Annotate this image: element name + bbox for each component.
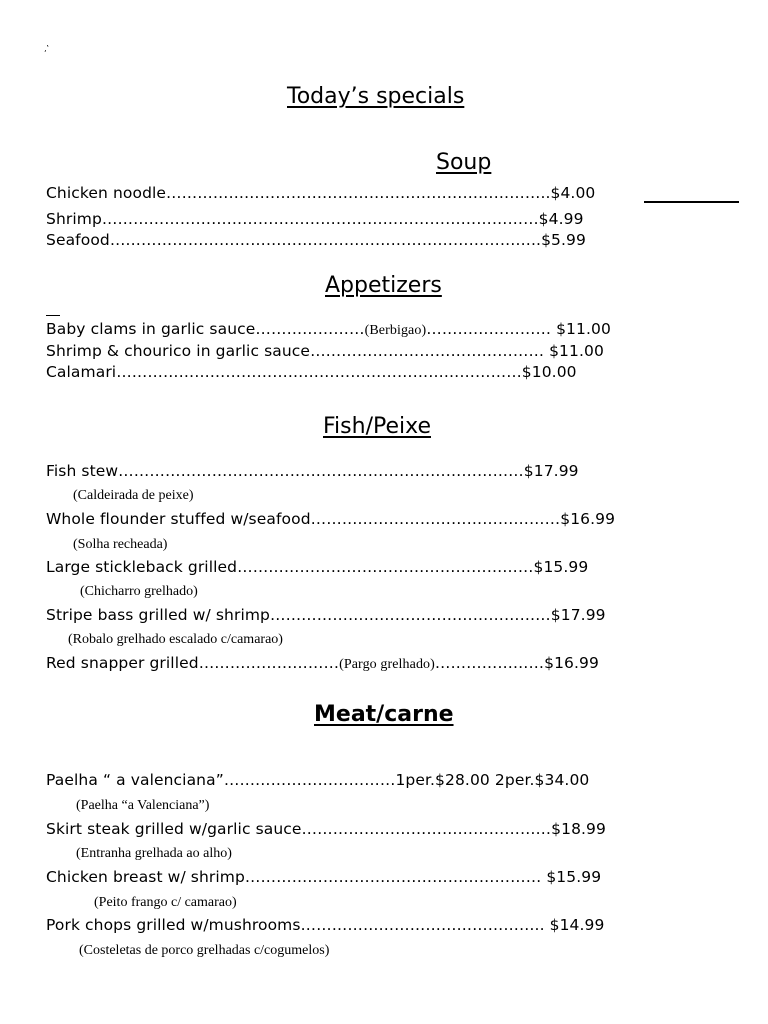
menu-item-subtitle: (Peito frango c/ camarao) xyxy=(94,895,237,910)
menu-item-baby-clams xyxy=(46,320,611,339)
stray-mark: ‚‛ xyxy=(44,44,50,53)
menu-item-name: Baby clams in garlic sauce………………… xyxy=(46,320,365,338)
page-title: Today’s specials xyxy=(287,84,465,109)
menu-item-calamari: Calamari……………………………………………………………………$10.00 xyxy=(46,363,577,381)
section-heading-appetizers: Appetizers xyxy=(325,273,442,298)
menu-item-subtitle: (Entranha grelhada ao alho) xyxy=(76,846,232,861)
menu-item-name: Red snapper grilled……………………… xyxy=(46,654,340,672)
menu-item-paelha: Paelha “ a valenciana”……………………………1per.$28.00 2per.$34.00 xyxy=(46,771,590,789)
menu-item-flounder: Whole flounder stuffed w/seafood…………………………………………$16.99 xyxy=(46,510,616,528)
menu-item-alt-name: (Berbigao) xyxy=(364,323,427,338)
menu-item-shrimp-chourico: Shrimp & chourico in garlic sauce……………………………………… $11.00 xyxy=(46,342,604,360)
section-heading-soup: Soup xyxy=(436,150,492,175)
menu-item-seafood-soup: Seafood………………………………………………………………………..$5.99 xyxy=(46,231,586,249)
menu-item-chicken-breast: Chicken breast w/ shrimp………………………………………………… $15.99 xyxy=(46,868,602,886)
menu-item-price: …………………$16.99 xyxy=(434,654,599,672)
small-rule xyxy=(46,315,60,316)
menu-item-shrimp-soup: Shrimp…………………………………………………………………………$4.99 xyxy=(46,210,584,228)
menu-item-red-snapper xyxy=(46,654,599,673)
menu-item-subtitle: (Caldeirada de peixe) xyxy=(73,488,194,503)
menu-item-subtitle: (Robalo grelhado escalado c/camarao) xyxy=(68,632,283,647)
menu-item-subtitle: (Paelha “a Valenciana”) xyxy=(76,798,210,813)
menu-item-stripe-bass: Stripe bass grilled w/ shrimp………………………………………………$17.99 xyxy=(46,606,606,624)
section-heading-meat: Meat/carne xyxy=(314,702,454,727)
menu-item-subtitle: (Chicharro grelhado) xyxy=(80,584,198,599)
menu-item-chicken-noodle: Chicken noodle………………………………………………………………..$4.00 xyxy=(46,184,596,202)
menu-item-pork-chops: Pork chops grilled w/mushrooms……………………………………….. $14.99 xyxy=(46,916,605,934)
menu-item-price: …………………… $11.00 xyxy=(426,320,611,338)
menu-item-fish-stew: Fish stew……………………………………………………………………$17.99 xyxy=(46,462,579,480)
menu-item-alt-name: (Pargo grelhado) xyxy=(339,657,435,672)
underline-rule xyxy=(644,201,739,203)
menu-item-stickleback: Large stickleback grilled…………………………………………………$15.99 xyxy=(46,558,589,576)
section-heading-fish: Fish/Peixe xyxy=(323,414,431,439)
menu-item-subtitle: (Solha recheada) xyxy=(73,537,168,552)
menu-item-subtitle: (Costeletas de porco grelhadas c/cogumelos) xyxy=(79,943,330,958)
menu-item-skirt-steak: Skirt steak grilled w/garlic sauce…………………………………………$18.99 xyxy=(46,820,606,838)
